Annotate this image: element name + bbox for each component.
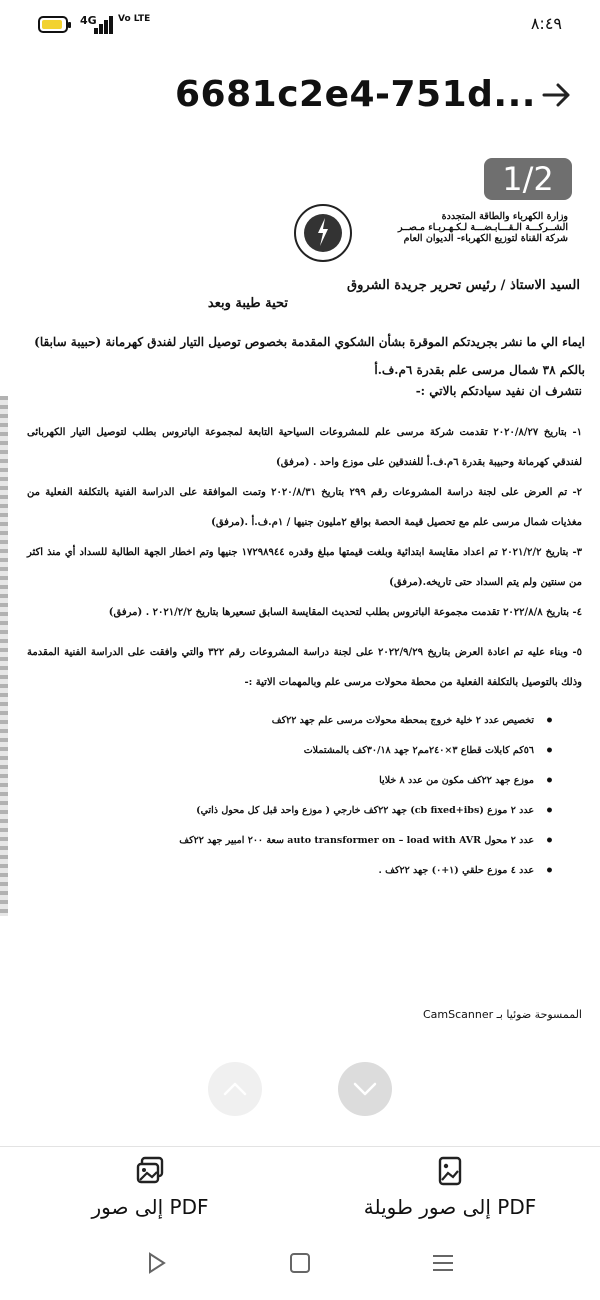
document-page bbox=[0, 196, 600, 1036]
item-4: ٤- بتاريخ ٢٠٢٢/٨/٨ تقدمت مجموعة الباتروس بطلب لتحديث المقايسة السابق تسعيرها بتاريخ ٢٠٢١/٢/٢ . (مرفق) bbox=[108, 607, 582, 618]
volte-indicator: Vo LTE bbox=[118, 14, 151, 24]
signal-icon bbox=[90, 14, 114, 34]
clock: ٨:٤٩ bbox=[530, 14, 562, 33]
letterhead-line-2: الشــركـــة الـقـــابـضـــة لـكـهـربـاء مـصــر bbox=[398, 222, 568, 233]
letterhead-line-1: وزارة الكهرباء والطاقة المتجددة bbox=[441, 211, 568, 222]
chevron-up-icon bbox=[221, 1075, 249, 1103]
list-item: • تخصيص عدد ٢ خلية خروج بمحطة محولات مرسى علم جهد ٢٢كف bbox=[74, 706, 534, 736]
status-bar bbox=[0, 0, 600, 52]
menu-icon[interactable] bbox=[430, 1250, 456, 1276]
item-1: ١- بتاريخ ٢٠٢٠/٨/٢٧ تقدمت شركة مرسى علم للمشروعات السياحية التابعة لمجموعة الباتروس بطلب لتوصيل التيار الكهربائى لفندقي كهرمانة وحبيبة بقدرة ٦م.ف.أ للفندقين على موزع واحد . (مرفق) bbox=[27, 427, 582, 468]
list-item: • ٥٦كم كابلات قطاع ٣×٢٤٠مم٢ جهد ٣٠/١٨كف بالمشتملات bbox=[74, 736, 534, 766]
back-icon[interactable] bbox=[144, 1250, 170, 1276]
scanner-watermark: الممسوحة ضوئيا بـ CamScanner bbox=[422, 1008, 582, 1021]
list-item: • عدد ٢ محول auto transformer on – load with AVR سعة ٢٠٠ امبير جهد ٢٢كف bbox=[74, 826, 534, 856]
list-item: • عدد ٢ موزع (cb fixed+ibs) جهد ٢٢كف خارجي ( موزع واحد قبل كل محول ذاتي) bbox=[74, 796, 534, 826]
pdf-viewer[interactable] bbox=[0, 136, 600, 1146]
item-3: ٣- بتاريخ ٢٠٢١/٢/٢ تم اعداد مقايسة ابتدائية وبلغت قيمتها مبلغ وقدره ١٧٢٩٨٩٤٤ جنيها وتم اخطار الجهة الطالبة للسداد أي منذ اكثر من سنتين ولم يتم السداد حتى تاريخه.(مرفق) bbox=[27, 547, 583, 588]
page-indicator: 1/2 bbox=[484, 158, 572, 200]
scan-edge bbox=[0, 396, 8, 916]
app-header bbox=[0, 52, 600, 136]
chevron-down-icon bbox=[351, 1075, 379, 1103]
letterhead-line-3: شركة القناة لتوزيع الكهرباء- الديوان العام bbox=[403, 233, 568, 244]
company-seal bbox=[294, 204, 352, 262]
convert-to-images-label: إلى صور PDF bbox=[91, 1195, 209, 1219]
item-2: ٢- تم العرض على لجنة دراسة المشروعات رقم ٢٩٩ بتاريخ ٢٠٢٠/٨/٣١ وتمت الموافقة على الدراسة الفنية بالتكلفة الفعلية من مغذيات شمال مرسى علم مع تحصيل قيمة الحصة بواقع ٢مليون جنيها / ١م.ف.أ .(مرفق) bbox=[27, 487, 582, 528]
page-down-button[interactable] bbox=[338, 1062, 392, 1116]
page-up-button[interactable] bbox=[208, 1062, 262, 1116]
inform-line: نتشرف ان نفيد سيادتكم بالاتي :- bbox=[415, 384, 582, 398]
images-icon bbox=[134, 1155, 166, 1187]
convert-to-long-image-button[interactable] bbox=[300, 1147, 600, 1233]
greeting: تحية طيبة وبعد bbox=[207, 296, 288, 311]
convert-to-images-button[interactable] bbox=[0, 1147, 300, 1233]
convert-to-long-image-label: إلى صور طويلة PDF bbox=[363, 1195, 537, 1219]
home-icon[interactable] bbox=[287, 1250, 313, 1276]
action-bar bbox=[0, 1146, 600, 1233]
long-image-icon bbox=[434, 1155, 466, 1187]
item-5: ٥- وبناء عليه تم اعادة العرض بتاريخ ٢٠٢٢/٩/٢٩ على لجنة دراسة المشروعات رقم ٣٢٢ والتي وافقت على الدراسة الفنية المقدمة وذلك بالتوصيل بالتكلفة الفعلية من محطة محولات مرسى علم وبالمهمات الاتية :- bbox=[27, 647, 583, 688]
subject-paragraph: ايماء الي ما نشر بجريدتكم الموقرة بشأن الشكوي المقدمة بخصوص توصيل التيار لفندق كهرمانة (حبيبة سابقا) بالكم ٣٨ شمال مرسى علم بقدرة ٦م.ف.أ bbox=[34, 335, 585, 377]
forward-button[interactable] bbox=[540, 78, 574, 112]
battery-icon bbox=[38, 16, 68, 33]
list-item: • عدد ٤ موزع حلقي (١+٠) جهد ٢٢كف . bbox=[74, 856, 534, 886]
network-type: 4G bbox=[80, 14, 97, 27]
addressee: السيد الاستاذ / رئيس تحرير جريدة الشروق bbox=[347, 278, 580, 293]
document-title: 6681c2e4-751d... bbox=[175, 74, 536, 115]
arrow-right-icon bbox=[540, 78, 574, 112]
letterhead bbox=[348, 211, 568, 244]
equipment-list bbox=[74, 706, 534, 886]
system-navigation bbox=[0, 1232, 600, 1300]
list-item: • موزع جهد ٢٢كف مكون من عدد ٨ خلايا bbox=[74, 766, 534, 796]
